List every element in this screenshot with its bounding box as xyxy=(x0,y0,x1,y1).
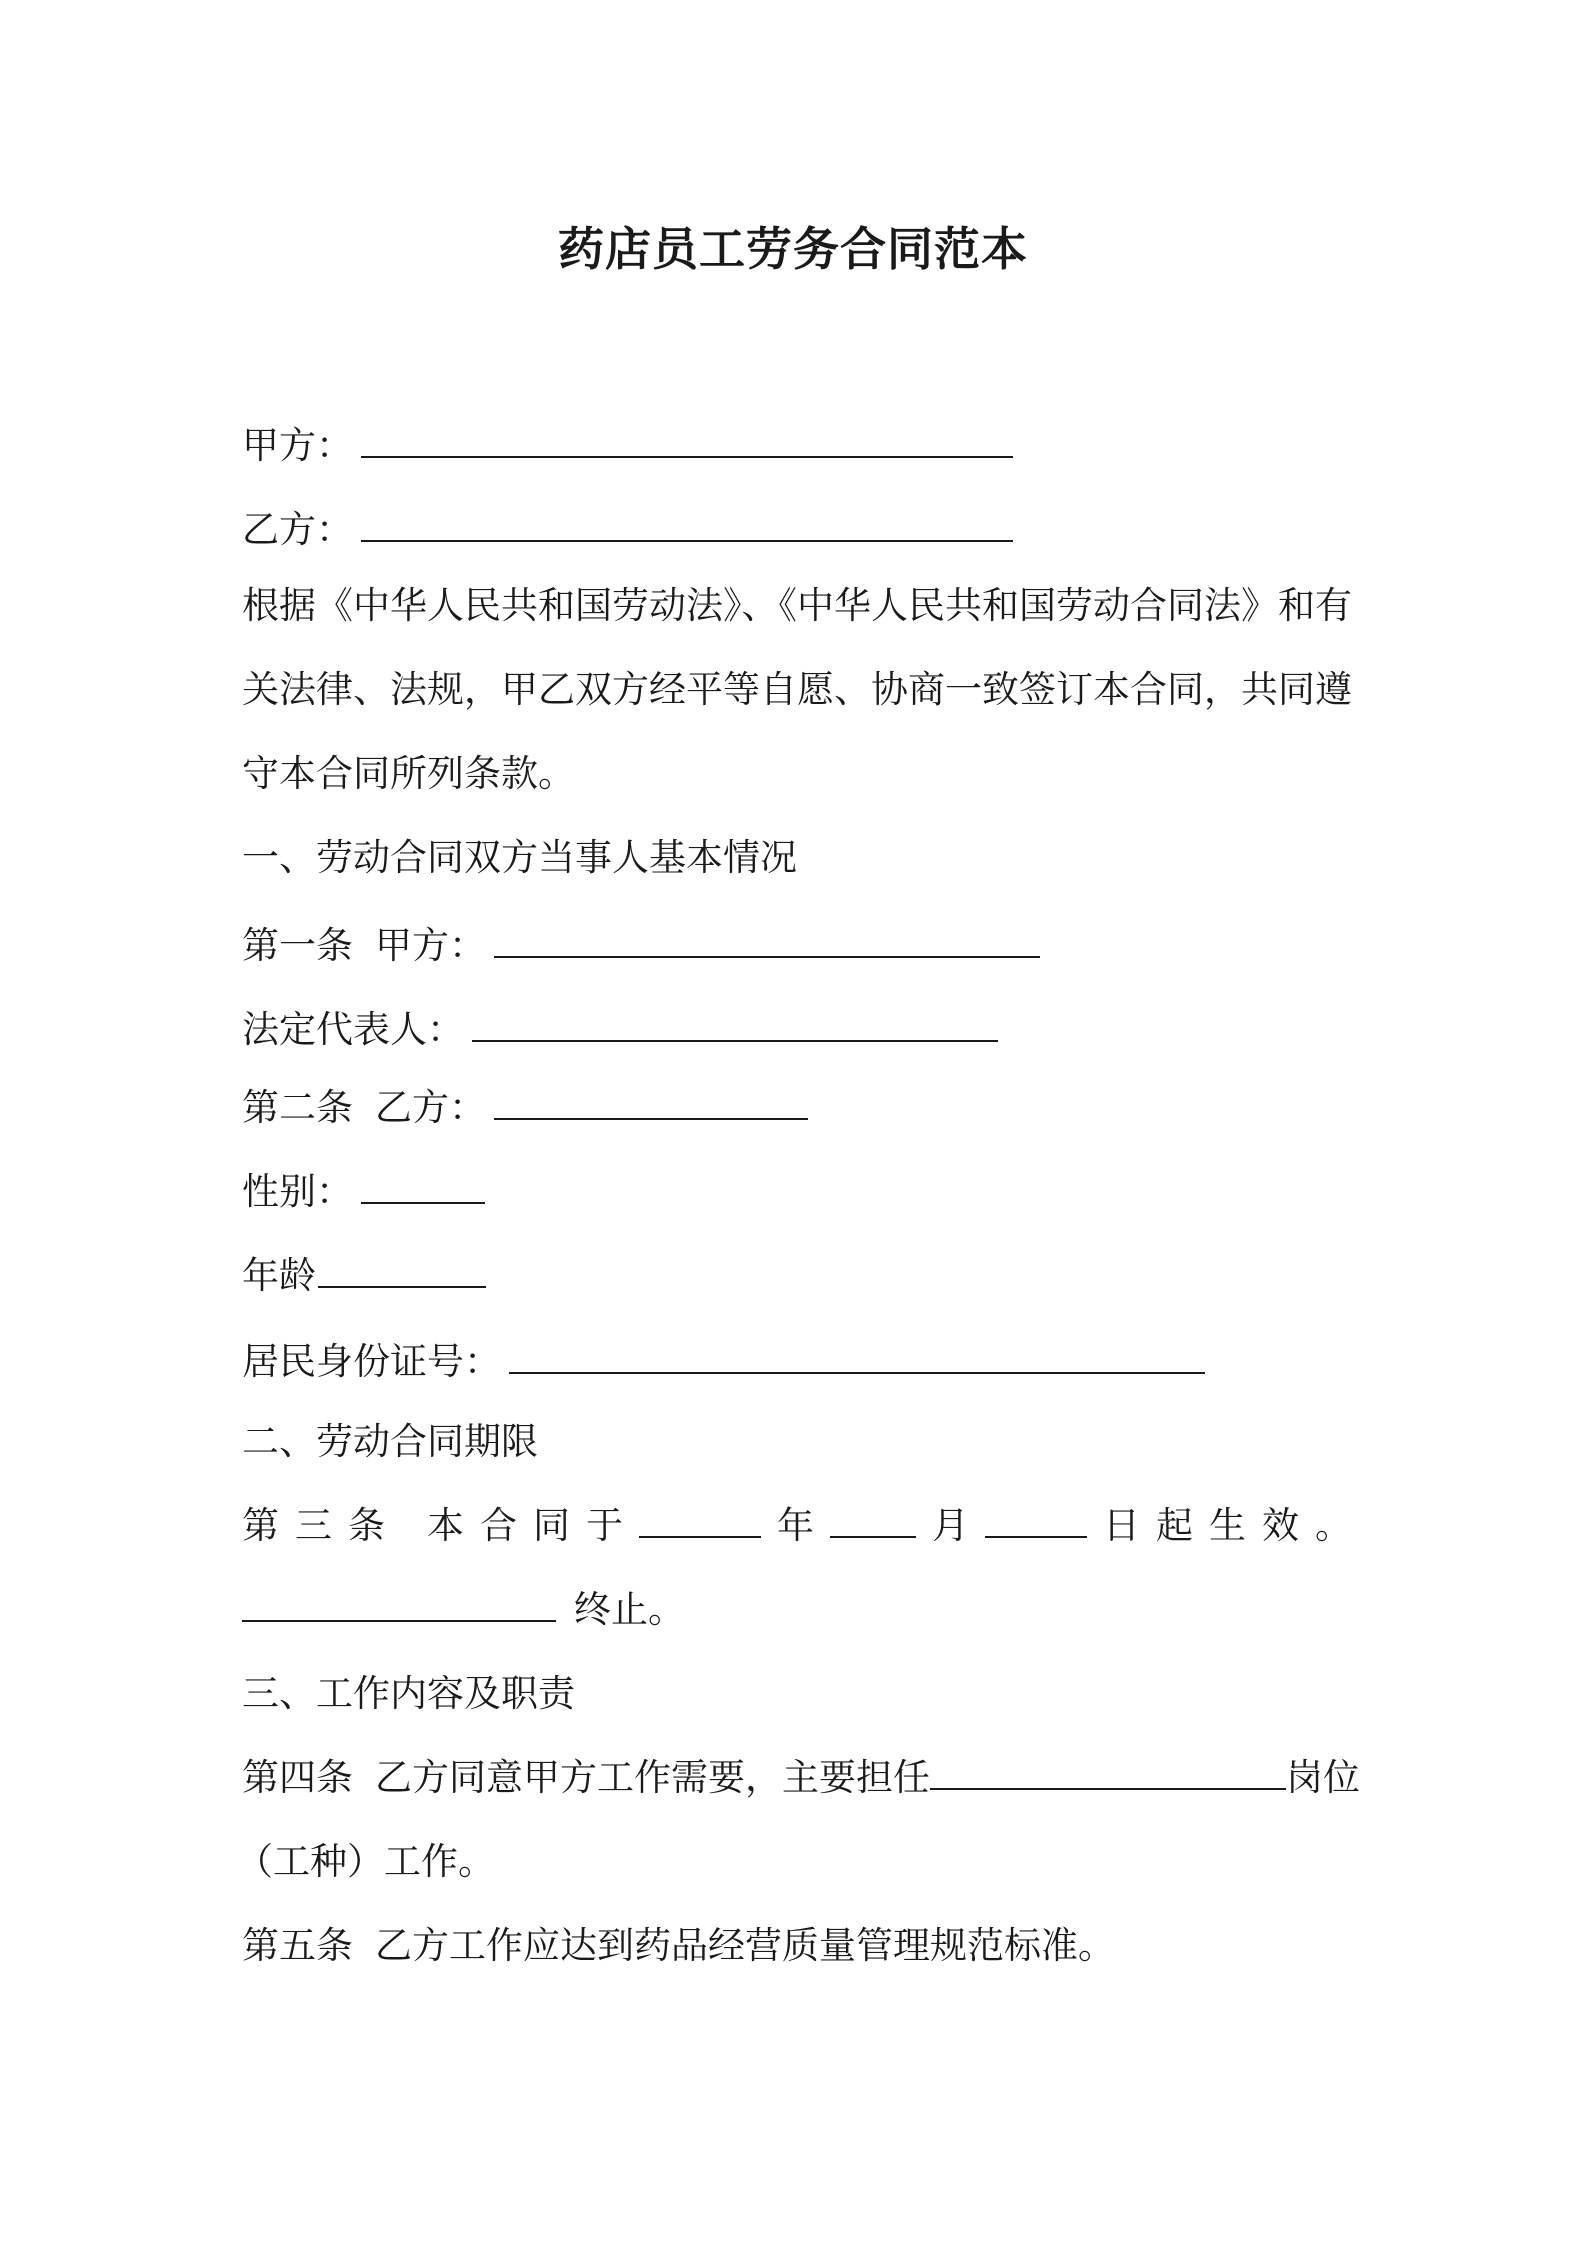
article5-line xyxy=(242,1922,1115,1970)
term-end-line xyxy=(242,1586,685,1634)
section2-heading: 二、劳动合同期限 xyxy=(242,1420,538,1463)
article5-text: 乙方工作应达到药品经营质量管理规范标准。 xyxy=(375,1924,1115,1967)
position-blank[interactable] xyxy=(930,1758,1286,1790)
section3-heading: 三、工作内容及职责 xyxy=(242,1672,575,1715)
article3-char: 月 xyxy=(932,1504,969,1547)
article3-line xyxy=(242,1502,1352,1550)
gender-label: 性别： xyxy=(242,1170,353,1213)
article3-char: 合 xyxy=(480,1504,517,1547)
article3-char: 第 xyxy=(242,1504,279,1547)
article4-line xyxy=(242,1754,1360,1802)
party-a-blank[interactable] xyxy=(361,426,1013,458)
article3-char: 日 xyxy=(1103,1504,1140,1547)
article3-char: 于 xyxy=(586,1504,623,1547)
article3-char: 年 xyxy=(777,1504,814,1547)
start-year-blank[interactable] xyxy=(639,1506,761,1538)
start-day-blank[interactable] xyxy=(985,1506,1087,1538)
article3-char: 条 xyxy=(348,1504,385,1547)
article3-char: 。 xyxy=(1315,1504,1352,1547)
article3-char: 三 xyxy=(295,1504,332,1547)
gender-line xyxy=(242,1168,485,1216)
age-label: 年龄 xyxy=(242,1254,316,1297)
article2-party: 乙方： xyxy=(375,1086,486,1129)
article1-blank[interactable] xyxy=(494,926,1040,958)
party-a-label: 甲方： xyxy=(242,424,353,467)
term-end-text: 终止。 xyxy=(574,1588,685,1631)
article1-line xyxy=(242,922,1040,970)
document-title: 药店员工劳务合同范本 xyxy=(558,222,1028,276)
id-line xyxy=(242,1338,1205,1386)
article2-blank[interactable] xyxy=(494,1088,808,1120)
article5-label: 第五条 xyxy=(242,1924,353,1967)
legal-rep-line xyxy=(242,1006,998,1054)
preamble-line-1: 根据《中华人民共和国劳动法》、《中华人民共和国劳动合同法》和有 xyxy=(242,584,1352,627)
article2-line xyxy=(242,1084,808,1132)
article3-char: 起 xyxy=(1156,1504,1193,1547)
legal-rep-blank[interactable] xyxy=(472,1010,998,1042)
end-date-blank[interactable] xyxy=(242,1590,556,1622)
id-blank[interactable] xyxy=(509,1342,1205,1374)
preamble-line-3: 守本合同所列条款。 xyxy=(242,752,575,795)
age-line xyxy=(242,1252,486,1300)
party-b-line xyxy=(242,506,1013,554)
article3-char: 效 xyxy=(1262,1504,1299,1547)
article4-line-2: （工种）工作。 xyxy=(236,1840,495,1883)
article3-char: 本 xyxy=(427,1504,464,1547)
party-a-line xyxy=(242,422,1013,470)
gender-blank[interactable] xyxy=(361,1172,485,1204)
section1-heading: 一、劳动合同双方当事人基本情况 xyxy=(242,836,797,879)
party-b-blank[interactable] xyxy=(361,510,1013,542)
article4-label: 第四条 xyxy=(242,1756,353,1799)
article3-char: 同 xyxy=(533,1504,570,1547)
age-blank[interactable] xyxy=(318,1256,486,1288)
article1-label: 第一条 xyxy=(242,924,353,967)
legal-rep-label: 法定代表人： xyxy=(242,1008,464,1051)
article4-suffix: 岗位 xyxy=(1286,1756,1360,1799)
preamble-line-2: 关法律、法规，甲乙双方经平等自愿、协商一致签订本合同，共同遵 xyxy=(242,668,1352,711)
article1-party: 甲方： xyxy=(375,924,486,967)
article2-label: 第二条 xyxy=(242,1086,353,1129)
party-b-label: 乙方： xyxy=(242,508,353,551)
article3-char: 生 xyxy=(1209,1504,1246,1547)
article4-text: 乙方同意甲方工作需要，主要担任 xyxy=(375,1756,930,1799)
id-label: 居民身份证号： xyxy=(242,1340,501,1383)
start-month-blank[interactable] xyxy=(830,1506,916,1538)
